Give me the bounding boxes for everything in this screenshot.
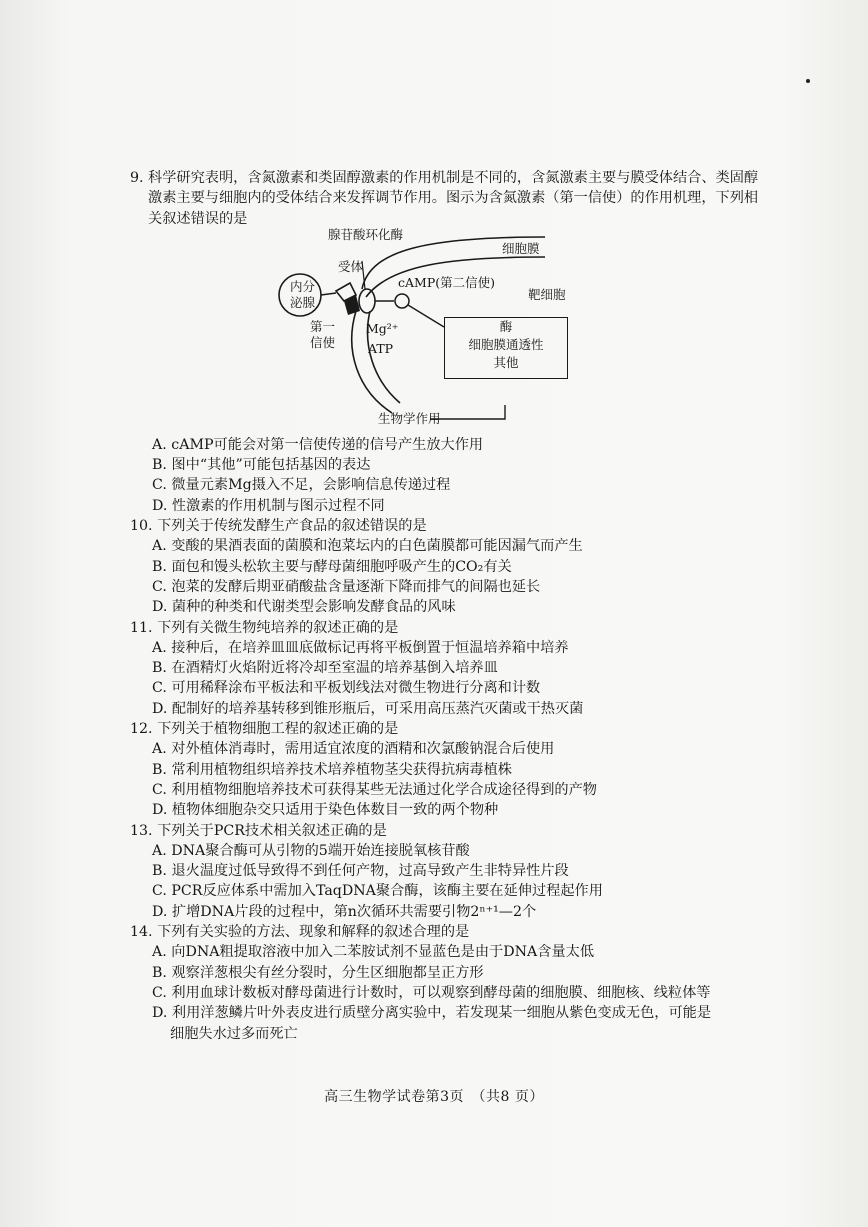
question-13-stem: 13. 下列关于PCR技术相关叙述正确的是 xyxy=(130,822,387,839)
biological-effect-label: 生物学作用 xyxy=(378,410,441,426)
question-9-option-b: B. 图中“其他”可能包括基因的表达 xyxy=(152,457,371,474)
gland-to-receptor-line xyxy=(321,293,336,295)
receptor-label: 受体 xyxy=(338,258,364,274)
question-11 xyxy=(130,618,770,719)
first-messenger-label-1: 第一 xyxy=(310,318,336,334)
box-enzyme-text: 酶 xyxy=(499,318,513,334)
first-messenger-label-2: 信使 xyxy=(310,334,336,350)
question-12-option-c: C. 利用植物细胞培养技术可获得某些无法通过化学合成途径得到的产物 xyxy=(152,781,597,798)
mg-label: Mg²⁺ xyxy=(366,320,399,336)
first-messenger-shape xyxy=(344,295,360,315)
question-9-option-d: D. 性激素的作用机制与图示过程不同 xyxy=(152,497,385,514)
question-12-option-d: D. 植物体细胞杂交只适用于染色体数目一致的两个物种 xyxy=(152,802,499,819)
adenylate-cyclase-label: 腺苷酸环化酶 xyxy=(328,226,404,242)
question-10-option-c: C. 泡菜的发酵后期亚硝酸盐含量逐渐下降而排气的间隔也延长 xyxy=(152,578,541,595)
question-9-stem: 9. 科学研究表明，含氮激素和类固醇激素的作用机制是不同的，含氮激素主要与膜受体结合、类固醇激素主要与细胞内的受体结合来发挥调节作用。图示为含氮激素（第一信使）的作用机理，下列相关叙述错误的是 xyxy=(130,170,759,227)
box-to-effect-line xyxy=(430,405,505,419)
question-10-option-a: A. 变酸的果酒表面的菌膜和泡菜坛内的白色菌膜都可能因漏气而产生 xyxy=(152,538,583,555)
question-9-option-a: A. cAMP可能会对第一信使传递的信号产生放大作用 xyxy=(152,436,484,453)
exam-content xyxy=(130,168,770,1044)
scan-speck xyxy=(806,79,810,83)
question-14-option-d: D. 利用洋葱鳞片叶外表皮进行质壁分离实验中，若发现某一细胞从紫色变成无色，可能是 xyxy=(152,1005,712,1022)
cell-membrane-label: 细胞膜 xyxy=(502,240,540,256)
camp-circle xyxy=(395,294,409,308)
question-10-option-d: D. 菌种的种类和代谢类型会影响发酵食品的风味 xyxy=(152,599,456,616)
question-14-option-c: C. 利用血球计数板对酵母菌进行计数时，可以观察到酵母菌的细胞膜、细胞核、线粒体等 xyxy=(152,984,711,1001)
atp-label: ATP xyxy=(368,340,394,356)
effects-box xyxy=(444,317,568,379)
question-13-option-b: B. 退火温度过低导致得不到任何产物，过高导致产生非特异性片段 xyxy=(152,863,569,880)
question-14-option-a: A. 向DNA粗提取溶液中加入二苯胺试剂不显蓝色是由于DNA含量太低 xyxy=(152,944,595,961)
question-10-stem: 10. 下列关于传统发酵生产食品的叙述错误的是 xyxy=(130,518,427,535)
question-13-option-c: C. PCR反应体系中需加入TaqDNA聚合酶，该酶主要在延伸过程起作用 xyxy=(152,883,603,900)
question-12-option-b: B. 常利用植物组织培养技术培养植物茎尖获得抗病毒植株 xyxy=(152,761,512,778)
question-9-option-c: C. 微量元素Mg摄入不足，会影响信息传递过程 xyxy=(152,477,451,494)
question-11-option-d: D. 配制好的培养基转移到锥形瓶后，可采用高压蒸汽灭菌或干热灭菌 xyxy=(152,700,584,717)
adenylate-cyclase-shape xyxy=(359,289,375,313)
question-14-option-d-continued: 细胞失水过多而死亡 xyxy=(170,1025,298,1042)
question-11-option-b: B. 在酒精灯火焰附近将冷却至室温的培养基倒入培养皿 xyxy=(152,660,498,677)
question-14-stem: 14. 下列有关实验的方法、现象和解释的叙述合理的是 xyxy=(130,924,470,941)
question-10 xyxy=(130,516,770,617)
question-13-option-d: D. 扩增DNA片段的过程中，第n次循环共需要引物2ⁿ⁺¹—2个 xyxy=(152,903,537,920)
question-11-option-a: A. 接种后，在培养皿皿底做标记再将平板倒置于恒温培养箱中培养 xyxy=(152,639,569,656)
question-14-option-b: B. 观察洋葱根尖有丝分裂时，分生区细胞都呈正方形 xyxy=(152,964,484,981)
hormone-mechanism-diagram xyxy=(130,226,770,431)
box-other-text: 其他 xyxy=(493,354,519,370)
question-13-option-a: A. DNA聚合酶可从引物的5端开始连接脱氧核苷酸 xyxy=(152,842,470,859)
question-12 xyxy=(130,719,770,820)
question-11-option-c: C. 可用稀释涂布平板法和平板划线法对微生物进行分离和计数 xyxy=(152,680,541,697)
camp-to-box-line xyxy=(408,305,444,327)
question-12-stem: 12. 下列关于植物细胞工程的叙述正确的是 xyxy=(130,721,399,738)
question-14 xyxy=(130,922,770,1044)
endocrine-gland-label-1: 内分 xyxy=(290,278,316,294)
question-12-option-a: A. 对外植体消毒时，需用适宜浓度的酒精和次氯酸钠混合后使用 xyxy=(152,741,555,758)
camp-label: cAMP(第二信使) xyxy=(398,274,495,290)
question-10-option-b: B. 面包和馒头松软主要与酵母菌细胞呼吸产生的CO₂有关 xyxy=(152,558,512,575)
question-13 xyxy=(130,821,770,922)
question-11-stem: 11. 下列有关微生物纯培养的叙述正确的是 xyxy=(130,619,399,636)
question-9 xyxy=(130,168,770,516)
page-footer: 高三生物学试卷第3页 （共8 页） xyxy=(324,1089,544,1105)
endocrine-gland-label-2: 泌腺 xyxy=(290,294,316,310)
target-cell-label: 靶细胞 xyxy=(528,286,566,302)
box-permeability-text: 细胞膜通透性 xyxy=(468,336,544,352)
